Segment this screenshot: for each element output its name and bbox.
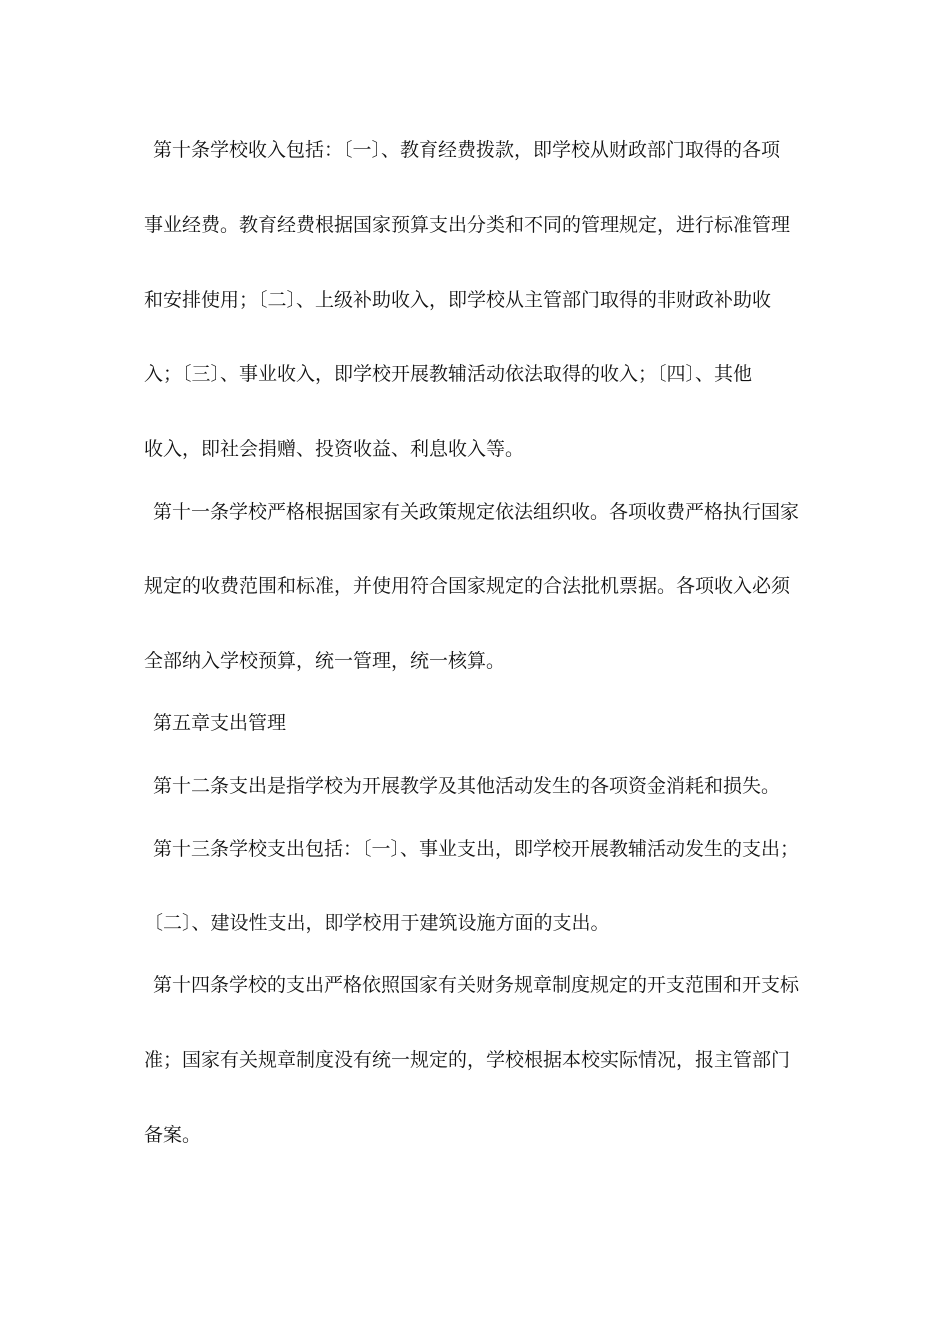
paragraph-line: 规定的收费范围和标准，并使用符合国家规定的合法批机票据。各项收入必须 — [144, 575, 791, 597]
paragraph-line: 第十三条学校支出包括：〔一〕、事业支出，即学校开展教辅活动发生的支出； — [153, 838, 800, 860]
paragraph-line: 全部纳入学校预算，统一管理，统一核算。 — [144, 650, 506, 672]
paragraph-line: 第十一条学校严格根据国家有关政策规定依法组织收。各项收费严格执行国家 — [153, 501, 800, 523]
paragraph-line: 准；国家有关规章制度没有统一规定的，学校根据本校实际情况，报主管部门 — [144, 1049, 791, 1071]
paragraph-line: 〔二〕、建设性支出，即学校用于建筑设施方面的支出。 — [144, 912, 610, 934]
paragraph-line: 事业经费。教育经费根据国家预算支出分类和不同的管理规定，进行标准管理 — [144, 214, 791, 236]
paragraph-line: 第十四条学校的支出严格依照国家有关财务规章制度规定的开支范围和开支标 — [153, 974, 800, 996]
chapter-heading: 第五章支出管理 — [153, 712, 287, 734]
paragraph-line: 收入，即社会捐赠、投资收益、利息收入等。 — [144, 438, 525, 460]
paragraph-line: 第十条学校收入包括：〔一〕、教育经费拨款，即学校从财政部门取得的各项 — [153, 139, 781, 161]
paragraph-line: 入；〔三〕、事业收入，即学校开展教辅活动依法取得的收入；〔四〕、其他 — [144, 363, 753, 385]
paragraph-line: 备案。 — [144, 1124, 202, 1146]
paragraph-line: 第十二条支出是指学校为开展教学及其他活动发生的各项资金消耗和损失。 — [153, 775, 781, 797]
paragraph-line: 和安排使用；〔二〕、上级补助收入，即学校从主管部门取得的非财政补助收 — [144, 289, 772, 311]
